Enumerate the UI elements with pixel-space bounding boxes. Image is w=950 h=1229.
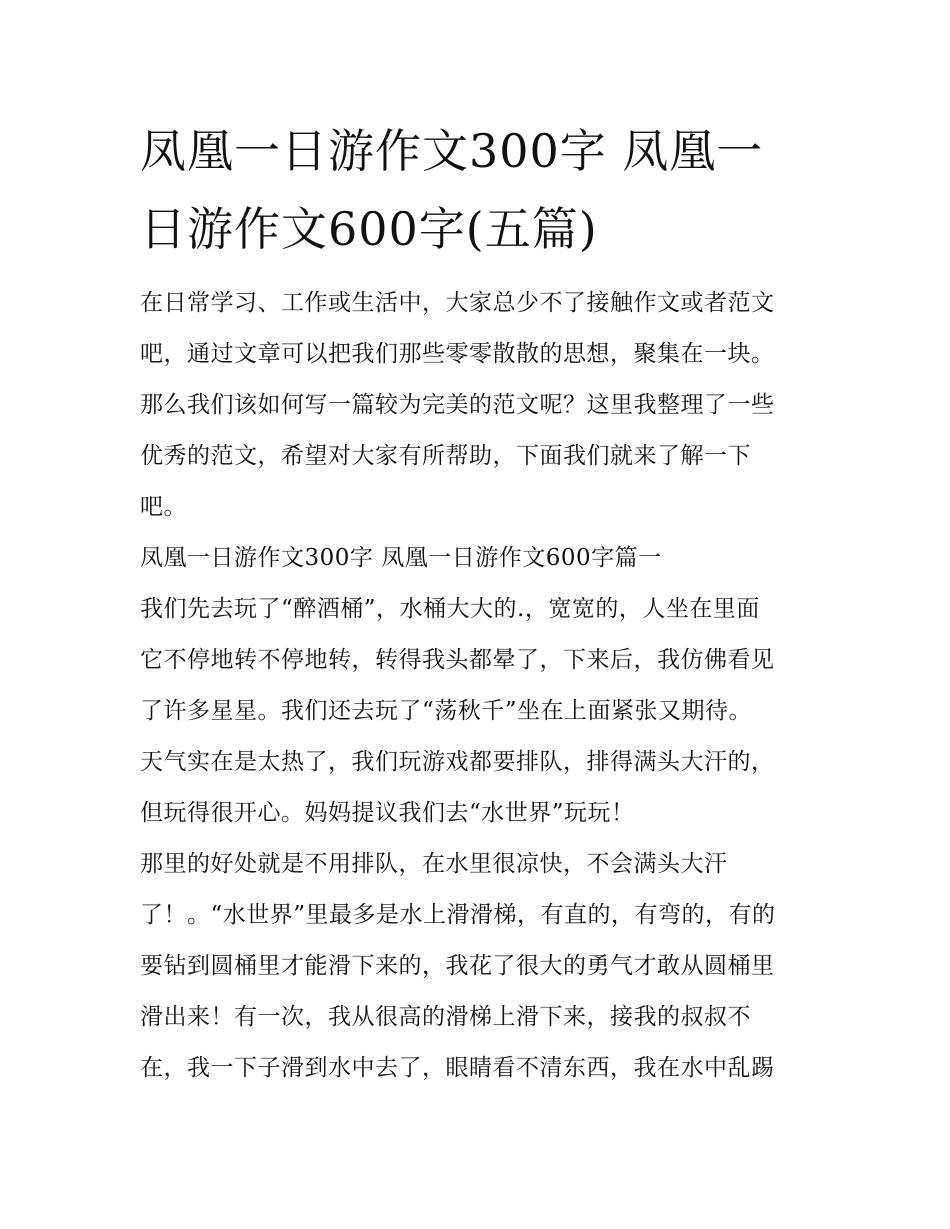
body-line: 了许多星星。我们还去玩了“荡秋千”坐在上面紧张又期待。: [140, 698, 753, 724]
body-line: 但玩得很开心。妈妈提议我们去“水世界”玩玩！: [140, 800, 635, 826]
intro-line: 那么我们该如何写一篇较为完美的范文呢？这里我整理了一些: [140, 392, 775, 418]
body-line: 在，我一下子滑到水中去了，眼睛看不清东西，我在水中乱踢: [140, 1055, 775, 1081]
section-heading-text: 凤凰一日游作文300字 凤凰一日游作文600字篇一: [140, 545, 662, 571]
body-line: 滑出来！有一次，我从很高的滑梯上滑下来，接我的叔叔不: [140, 1004, 751, 1030]
document-title: [140, 112, 815, 268]
intro-paragraph: [140, 278, 815, 533]
body-line: 我们先去玩了“醉酒桶”，水桶大大的.，宽宽的，人坐在里面: [140, 596, 760, 622]
title-line: 凤凰一日游作文300字 凤凰一: [140, 124, 764, 178]
body-line: 它不停地转不停地转，转得我头都晕了，下来后，我仿佛看见: [140, 647, 775, 673]
title-line: 日游作文600字(五篇): [140, 202, 598, 256]
body-line: 天气实在是太热了，我们玩游戏都要排队，排得满头大汗的，: [140, 749, 775, 775]
document-content: [140, 112, 815, 1094]
intro-line: 在日常学习、工作或生活中，大家总少不了接触作文或者范文: [140, 290, 775, 316]
intro-line: 优秀的范文，希望对大家有所帮助，下面我们就来了解一下: [140, 443, 751, 469]
body-line: 那里的好处就是不用排队，在水里很凉快，不会满头大汗: [140, 851, 728, 877]
section-heading: [140, 533, 815, 584]
intro-line: 吧。: [140, 494, 187, 520]
intro-line: 吧，通过文章可以把我们那些零零散散的思想，聚集在一块。: [140, 341, 775, 367]
body-line: 要钻到圆桶里才能滑下来的，我花了很大的勇气才敢从圆桶里: [140, 953, 775, 979]
body-line: 了！。“水世界”里最多是水上滑滑梯，有直的，有弯的，有的: [140, 902, 776, 928]
essay-body: [140, 584, 815, 1094]
